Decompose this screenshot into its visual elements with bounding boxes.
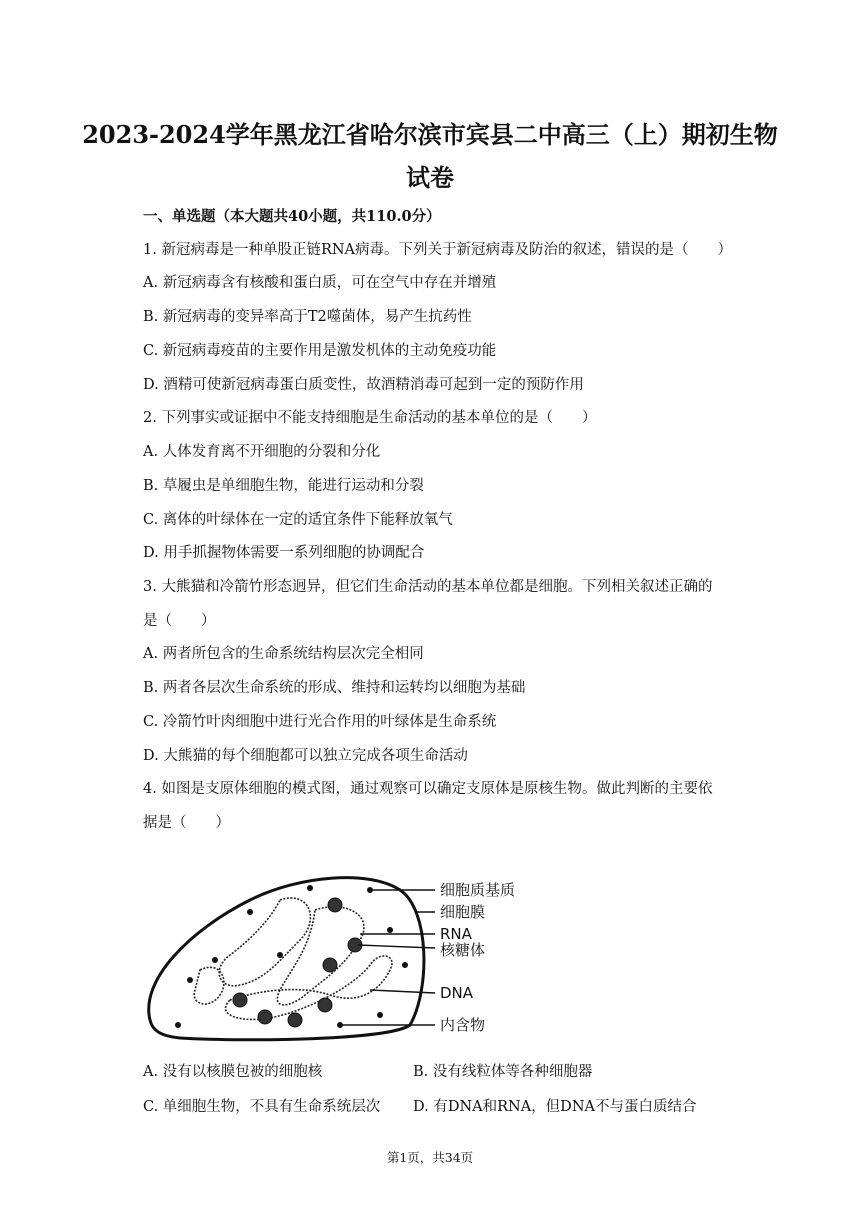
option-a: A. 两者所包含的生命系统结构层次完全相同 — [143, 646, 424, 662]
option-d: D. 大熊猫的每个细胞都可以独立完成各项生命活动 — [143, 748, 468, 764]
page-title-line2: 试卷 — [406, 163, 454, 192]
leader-lines — [340, 890, 435, 1025]
option-a: A. 没有以核膜包被的细胞核 — [143, 1064, 323, 1080]
label-rna: RNA — [440, 925, 472, 943]
option-b: B. 两者各层次生命系统的形成、维持和运转均以细胞为基础 — [143, 680, 526, 696]
label-cytoplasm: 细胞质基质 — [440, 881, 516, 899]
option-d: D. 用手抓握物体需要一系列细胞的协调配合 — [143, 545, 425, 561]
question-stem: 2. 下列事实或证据中不能支持细胞是生命活动的基本单位的是（ ） — [143, 410, 597, 426]
page-title: 2023-2024学年黑龙江省哈尔滨市宾县二中高三（上）期初生物 — [82, 120, 778, 149]
label-ribosome: 核糖体 — [440, 941, 486, 959]
label-dna: DNA — [440, 984, 474, 1002]
option-b: B. 新冠病毒的变异率高于T2噬菌体，易产生抗药性 — [143, 309, 472, 325]
option-c: C. 单细胞生物，不具有生命系统层次 — [143, 1099, 381, 1115]
inclusions — [175, 885, 408, 1028]
option-a: A. 人体发育离不开细胞的分裂和分化 — [143, 444, 381, 460]
question-stem: 3. 大熊猫和冷箭竹形态迥异，但它们生命活动的基本单位都是细胞。下列相关叙述正确的 — [143, 579, 713, 595]
option-d: D. 有DNA和RNA，但DNA不与蛋白质结合 — [413, 1099, 697, 1115]
question-stem: 1. 新冠病毒是一种单股正链RNA病毒。下列关于新冠病毒及防治的叙述，错误的是（ ） — [143, 242, 733, 258]
ribosomes — [233, 898, 362, 1027]
section-heading: 一、单选题（本大题共40小题，共110.0分） — [143, 208, 441, 225]
option-d: D. 酒精可使新冠病毒蛋白质变性，故酒精消毒可起到一定的预防作用 — [143, 377, 584, 393]
mycoplasma-diagram — [130, 860, 550, 1050]
option-a: A. 新冠病毒含有核酸和蛋白质，可在空气中存在并增殖 — [143, 275, 497, 291]
option-c: C. 新冠病毒疫苗的主要作用是激发机体的主动免疫功能 — [143, 343, 497, 359]
label-cell-membrane: 细胞膜 — [440, 903, 486, 921]
question-stem: 4. 如图是支原体细胞的模式图，通过观察可以确定支原体是原核生物。做此判断的主要依 — [143, 781, 713, 797]
question-stem-cont: 据是（ ） — [143, 815, 230, 831]
option-c: C. 离体的叶绿体在一定的适宜条件下能释放氧气 — [143, 512, 453, 528]
option-c: C. 冷箭竹叶肉细胞中进行光合作用的叶绿体是生命系统 — [143, 714, 497, 730]
option-b: B. 草履虫是单细胞生物，能进行运动和分裂 — [143, 478, 424, 494]
page-number: 第1页，共34页 — [386, 1150, 474, 1165]
question-stem-cont: 是（ ） — [143, 613, 216, 629]
label-inclusion: 内含物 — [440, 1016, 486, 1034]
option-b: B. 没有线粒体等各种细胞器 — [413, 1064, 593, 1080]
